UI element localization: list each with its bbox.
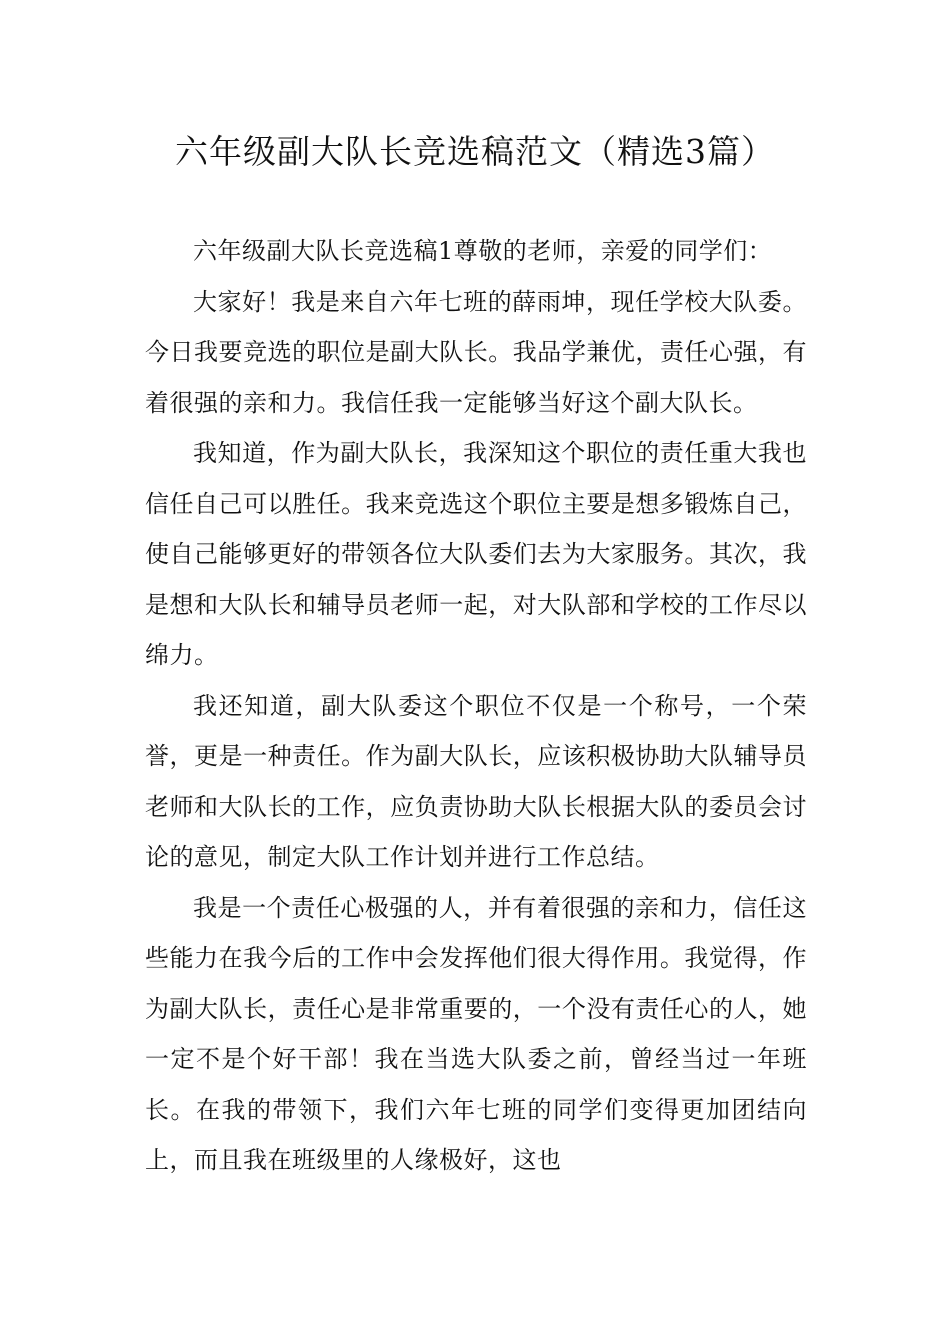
paragraph-salutation: 六年级副大队长竞选稿1尊敬的老师，亲爱的同学们： xyxy=(193,237,773,265)
paragraph-motivation: 我知道，作为副大队长，我深知这个职位的责任重大我也信任自己可以胜任。我来竞选这个职位主要是想多锻炼自己，使自己能够更好的带领各位大队委们去为大家服务。其次，我是想和大队长和辅导员老师一起，对大队部和学校的工作尽以绵力。 xyxy=(145,439,807,669)
document-title: 六年级副大队长竞选稿范文（精选3篇） xyxy=(175,132,775,171)
paragraph-qualities: 我是一个责任心极强的人，并有着很强的亲和力，信任这些能力在我今后的工作中会发挥他们很大得作用。我觉得，作为副大队长，责任心是非常重要的，一个没有责任心的人，她一定不是个好干部！我在当选大队委之前，曾经当过一年班长。在我的带领下，我们六年七班的同学们变得更加团结向上，而且我在班级里的人缘极好，这也 xyxy=(145,893,807,1174)
paragraph-introduction: 大家好！我是来自六年七班的薛雨坤，现任学校大队委。今日我要竞选的职位是副大队长。我品学兼优，责任心强，有着很强的亲和力。我信任我一定能够当好这个副大队长。 xyxy=(145,287,807,417)
paragraph-responsibilities: 我还知道，副大队委这个职位不仅是一个称号，一个荣誉，更是一种责任。作为副大队长，应该积极协助大队辅导员老师和大队长的工作，应负责协助大队长根据大队的委员会讨论的意见，制定大队工作计划并进行工作总结。 xyxy=(145,691,807,871)
document-body xyxy=(145,226,807,1186)
